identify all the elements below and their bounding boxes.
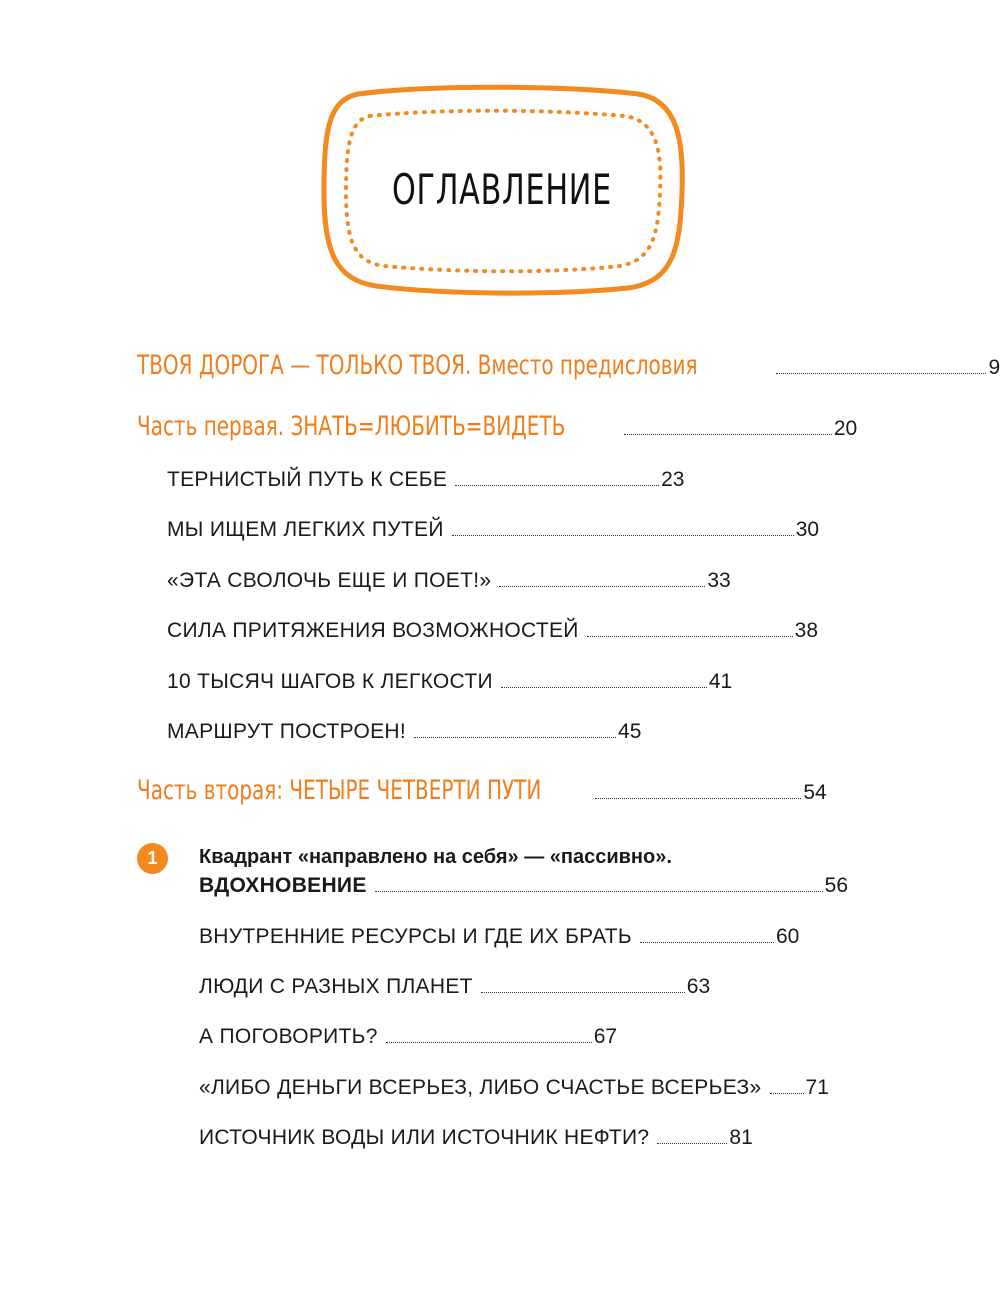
dot-leader (452, 534, 794, 536)
toc-entry-title: МАРШРУТ ПОСТРОЕН! (167, 720, 407, 743)
dot-leader (624, 433, 832, 435)
dot-leader (499, 585, 705, 587)
dot-leader (657, 1142, 727, 1144)
toc-page-number: 67 (593, 1025, 618, 1048)
toc-entry-chapter[interactable] (199, 1126, 753, 1150)
toc-entry-chapter[interactable] (199, 1076, 829, 1100)
toc-entry-title: МЫ ИЩЕМ ЛЕГКИХ ПУТЕЙ (167, 518, 444, 541)
dot-leader (776, 372, 986, 374)
toc-page-number: 23 (661, 468, 685, 491)
toc-page-number: 81 (729, 1126, 753, 1149)
toc-entry-title: ВНУТРЕННИЕ РЕСУРСЫ И ГДЕ ИХ БРАТЬ (199, 925, 632, 948)
toc-entry-chapter[interactable] (167, 720, 641, 744)
toc-entry-chapter[interactable] (199, 975, 710, 999)
toc-entry-title: СИЛА ПРИТЯЖЕНИЯ ВОЗМОЖНОСТЕЙ (167, 619, 579, 642)
quadrant-number-badge: 1 (137, 843, 168, 874)
dot-leader (587, 635, 793, 637)
toc-entry-chapter[interactable] (167, 468, 684, 492)
toc-page-number: 33 (707, 569, 731, 592)
toc-entry-part1[interactable] (137, 411, 857, 442)
toc-page-number: 56 (824, 874, 848, 897)
toc-entry-chapter[interactable] (167, 670, 732, 694)
toc-entry-title: ТЕРНИСТЫЙ ПУТЬ К СЕБЕ (167, 468, 448, 491)
dot-leader (414, 736, 616, 738)
dot-leader (640, 941, 774, 943)
toc-entry-chapter[interactable] (167, 569, 731, 593)
quadrant-heading[interactable]: Квадрант «направлено на себя» — «пассивно». (199, 846, 672, 868)
dot-leader (375, 890, 823, 892)
toc-entry-title: ВДОХНОВЕНИЕ (199, 874, 367, 897)
toc-page-number: 45 (618, 720, 642, 743)
dot-leader (455, 484, 659, 486)
toc-entry-title: ЛЮДИ С РАЗНЫХ ПЛАНЕТ (199, 975, 473, 998)
toc-entry-title: «ЛИБО ДЕНЬГИ ВСЕРЬЕЗ, ЛИБО СЧАСТЬЕ ВСЕРЬЕЗ» (199, 1076, 762, 1099)
toc-page-number: 60 (775, 925, 800, 948)
toc-entry-quadrant1[interactable] (199, 874, 848, 898)
page-title: ОГЛАВЛЕНИЕ (392, 164, 612, 214)
toc-page-number: 9 (988, 356, 1000, 379)
dot-leader (595, 797, 801, 799)
toc-page-number: 63 (686, 975, 711, 998)
toc-page-number: 20 (833, 417, 858, 440)
toc-entry-chapter[interactable] (167, 619, 818, 643)
toc-entry-title: ИСТОЧНИК ВОДЫ ИЛИ ИСТОЧНИК НЕФТИ? (199, 1126, 650, 1149)
toc-entry-title: ТВОЯ ДОРОГА — ТОЛЬКО ТВОЯ. Вместо предисловия (137, 350, 698, 381)
dot-leader (501, 686, 707, 688)
toc-entry-title: 10 ТЫСЯЧ ШАГОВ К ЛЕГКОСТИ (167, 670, 493, 693)
toc-entry-title: Часть первая. ЗНАТЬ=ЛЮБИТЬ=ВИДЕТЬ (137, 411, 566, 442)
toc-page-number: 38 (794, 619, 819, 642)
toc-entry-preface[interactable] (137, 350, 1000, 381)
dot-leader (770, 1092, 804, 1094)
title-frame (318, 82, 686, 296)
toc-entry-part2[interactable] (137, 775, 827, 806)
toc-page-number: 30 (795, 518, 820, 541)
toc-page-number: 71 (805, 1076, 829, 1099)
toc-entry-title: А ПОГОВОРИТЬ? (199, 1025, 378, 1048)
toc-entry-chapter[interactable] (167, 518, 819, 542)
toc-entry-chapter[interactable] (199, 1025, 617, 1049)
dot-leader (386, 1041, 592, 1043)
dot-leader (481, 991, 685, 993)
toc-entry-chapter[interactable] (199, 925, 799, 949)
toc-page-number: 41 (708, 670, 733, 693)
toc-page-number: 54 (803, 781, 827, 804)
toc-entry-title: Часть вторая: ЧЕТЫРЕ ЧЕТВЕРТИ ПУТИ (137, 775, 542, 806)
toc-entry-title: «ЭТА СВОЛОЧЬ ЕЩЕ И ПОЕТ!» (167, 569, 492, 592)
